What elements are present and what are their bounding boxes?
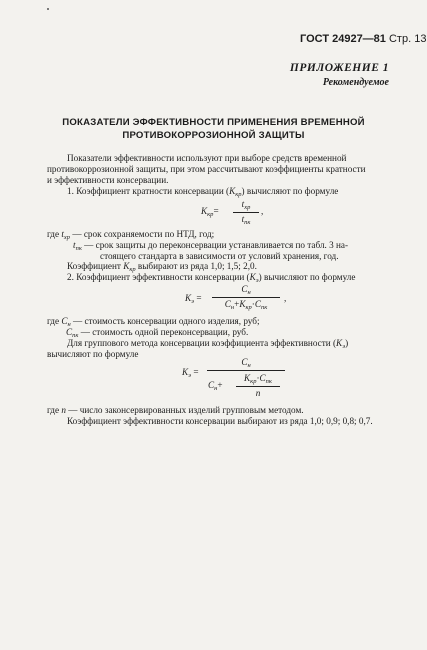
scan-speck [47,8,49,10]
formula-2-fraction-bar [212,297,280,298]
formula-3-denominator-head: $С_н+$ [208,380,223,392]
formula-3-inner-denominator: n [255,388,261,398]
section-title-line-2: ПРОТИВОКОРРОЗИОННОЙ ЗАЩИТЫ [122,130,305,141]
formula-3-main-bar [207,370,285,371]
formula-1-numerator: $t_{хр}$ [241,199,251,211]
intro-line-1: Показатели эффективности используют при выборе средств временной [67,153,347,163]
where-2-line-1: где $С_н$ — стоимость консервации одного изделия, руб; [47,316,260,328]
formula-2-denominator: $С_н+K_{кр}\cdot С_{пк}$ [224,299,268,311]
intro-line-3: и эффективности консервации. [47,175,169,185]
formula-1-comma: , [261,206,264,216]
intro-line-2: противокоррозионной защиты, при этом рассчитывают коэффициенты кратности [47,164,366,174]
formula-3-inner-bar [236,386,280,387]
formula-1-denominator: $t_{пк}$ [241,214,251,226]
where-2-line-2: $С_{пк}$ — стоимость одной переконсервации, руб. [66,327,249,339]
formula-1-lhs: $K_{кр}=$ [201,206,219,218]
section-title-line-1: ПОКАЗАТЕЛИ ЭФФЕКТИВНОСТИ ПРИМЕНЕНИЯ ВРЕМЕННОЙ [62,117,365,128]
kkr-choice: Коэффициент $K_{кр}$ выбирают из ряда 1,0; 1,5; 2,0. [67,261,257,273]
final-line: Коэффициент эффективности консервации выбирают из ряда 1,0; 0,9; 0,8; 0,7. [67,416,373,426]
formula-1-fraction-bar [233,212,259,213]
appendix-title: ПРИЛОЖЕНИЕ 1 [289,62,389,74]
standard-number: ГОСТ 24927—81 [300,33,386,45]
formula-3-lhs: $K_э$ = [182,367,199,379]
group-line-1: Для группового метода консервации коэффициента эффективности $(K_э)$ [67,338,349,350]
formula-2-numerator: $С_н$ [241,284,251,296]
formula-2-lhs: $K_э$ = [185,293,202,305]
formula-3-inner-numerator: $K_{кр}\cdot С_{пк}$ [244,373,272,385]
page-number: Стр. 13 [388,33,427,45]
item-2-text: 2. Коэффициент эффективности консервации $(K_э)$ вычисляют по формуле [67,272,356,284]
where-3: где n — число законсервированных изделий групповым методом. [47,405,304,415]
where-1-line-1: где $t_{хр}$ — срок сохраняемости по НТД, год; [47,229,215,241]
formula-3-numerator: $С_н$ [241,357,251,369]
where-1-line-2: $t_{пк}$ — срок защиты до переконсервации устанавливается по табл. 3 на- [73,240,349,252]
item-1-text: 1. Коэффициент кратности консервации $(K_{кр})$ вычисляют по формуле [67,186,339,198]
group-line-2: вычисляют по формуле [47,349,139,359]
where-1-line-3: стоящего стандарта в зависимости от условий хранения, год. [100,251,339,261]
formula-2-comma: , [284,293,287,303]
page-header [300,33,426,45]
appendix-subtitle: Рекомендуемое [322,77,389,88]
